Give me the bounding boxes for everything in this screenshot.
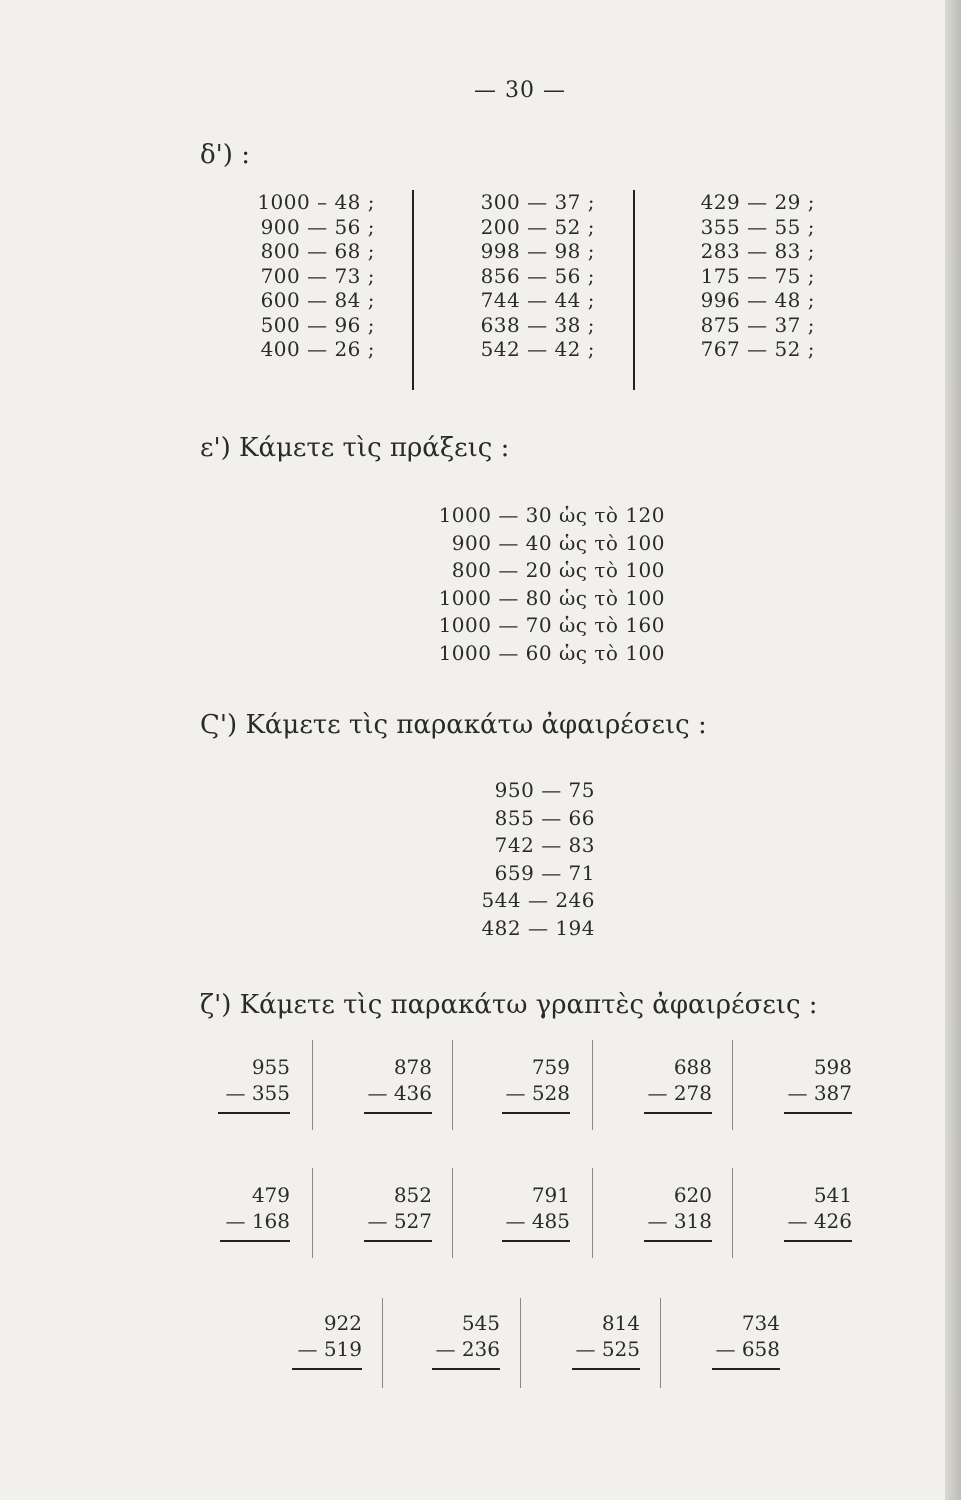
subtraction-problem (540, 1310, 640, 1370)
minuend: 688 (673, 1055, 712, 1079)
subtrahend: — 525 (575, 1337, 640, 1361)
section-e-heading: ε') Κάμετε τὶς πράξεις : (200, 433, 510, 463)
subtrahend: — 658 (715, 1337, 780, 1361)
subtraction-problem (752, 1182, 852, 1242)
answer-line (220, 1240, 290, 1242)
problem-divider (312, 1168, 313, 1258)
answer-line (784, 1240, 852, 1242)
exercise-item: 1000 – 48 ; (257, 190, 375, 214)
answer-line (292, 1368, 362, 1370)
exercise-item: 429 — 29 ; (700, 190, 815, 214)
exercise-item: 700 — 73 ; (260, 263, 375, 288)
minuend: 814 (601, 1311, 640, 1335)
problem-divider (592, 1168, 593, 1258)
minuend: 759 (531, 1055, 570, 1079)
exercise-item: 744 — 44 ; (480, 288, 595, 312)
answer-line (502, 1240, 570, 1242)
answer-line (432, 1368, 500, 1370)
subtraction-problem (190, 1182, 290, 1242)
exercise-item: 1000 — 30 ὡς τὸ 120 (438, 503, 665, 527)
subtrahend: — 485 (505, 1209, 570, 1233)
problem-divider (312, 1040, 313, 1130)
minuend: 955 (251, 1055, 290, 1079)
exercise-item: 600 — 84 ; (260, 288, 375, 312)
answer-line (364, 1240, 432, 1242)
section-st-list (430, 777, 595, 942)
section-d-heading: δ') : (200, 140, 250, 170)
subtraction-problem (612, 1054, 712, 1114)
section-e-list (360, 502, 665, 667)
minuend: 878 (393, 1055, 432, 1079)
exercise-item: 542 — 42 ; (480, 337, 595, 361)
subtrahend: — 278 (647, 1081, 712, 1105)
minuend: 922 (323, 1311, 362, 1335)
subtrahend: — 527 (367, 1209, 432, 1233)
subtrahend: — 236 (435, 1337, 500, 1361)
subtrahend: — 426 (787, 1209, 852, 1233)
exercise-item: 482 — 194 (481, 915, 595, 940)
problem-divider (520, 1298, 521, 1388)
exercise-item: 1000 — 80 ὡς τὸ 100 (438, 585, 665, 610)
answer-line (218, 1112, 290, 1114)
subtraction-problem (470, 1182, 570, 1242)
subtraction-problem (680, 1310, 780, 1370)
page-number: — 30 — (474, 78, 566, 103)
minuend: 620 (673, 1183, 712, 1207)
subtraction-problem (752, 1054, 852, 1114)
minuend: 791 (531, 1183, 570, 1207)
exercise-item: 283 — 83 ; (700, 239, 815, 263)
subtraction-problem (332, 1054, 432, 1114)
subtrahend: — 355 (225, 1081, 290, 1105)
answer-line (364, 1112, 432, 1114)
answer-line (644, 1240, 712, 1242)
section-d-column-2 (425, 190, 595, 362)
exercise-item: 1000 — 70 ὡς τὸ 160 (438, 613, 665, 637)
problem-divider (382, 1298, 383, 1388)
subtrahend: — 519 (297, 1337, 362, 1361)
minuend: 598 (813, 1055, 852, 1079)
problem-divider (732, 1040, 733, 1130)
subtrahend: — 168 (225, 1209, 290, 1233)
exercise-item: 767 — 52 ; (700, 337, 815, 361)
problem-divider (592, 1040, 593, 1130)
section-z-heading: ζ') Κάμετε τὶς παρακάτω γραπτὲς ἀφαιρέσεις : (200, 990, 818, 1020)
exercise-item: 875 — 37 ; (700, 312, 815, 337)
answer-line (784, 1112, 852, 1114)
column-divider (412, 190, 414, 390)
subtrahend: — 387 (787, 1081, 852, 1105)
exercise-item: 996 — 48 ; (700, 288, 815, 312)
exercise-item: 742 — 83 (494, 833, 595, 857)
exercise-item: 500 — 96 ; (260, 312, 375, 337)
exercise-item: 355 — 55 ; (700, 214, 815, 239)
answer-line (502, 1112, 570, 1114)
exercise-item: 638 — 38 ; (480, 312, 595, 337)
subtraction-problem (612, 1182, 712, 1242)
exercise-item: 659 — 71 (494, 860, 595, 885)
answer-line (712, 1368, 780, 1370)
subtrahend: — 436 (367, 1081, 432, 1105)
answer-line (572, 1368, 640, 1370)
exercise-item: 544 — 246 (481, 888, 595, 912)
minuend: 479 (251, 1183, 290, 1207)
exercise-item: 856 — 56 ; (480, 263, 595, 288)
section-st-heading: Ϛ') Κάμετε τὶς παρακάτω ἀφαιρέσεις : (200, 710, 707, 740)
section-d-column-1 (205, 190, 375, 362)
problem-divider (452, 1168, 453, 1258)
exercise-item: 900 — 40 ὡς τὸ 100 (451, 530, 665, 555)
answer-line (644, 1112, 712, 1114)
problem-divider (660, 1298, 661, 1388)
exercise-item: 1000 — 60 ὡς τὸ 100 (438, 640, 665, 665)
subtrahend: — 318 (647, 1209, 712, 1233)
subtraction-problem (400, 1310, 500, 1370)
exercise-item: 300 — 37 ; (480, 190, 595, 214)
subtraction-problem (470, 1054, 570, 1114)
page-edge-shadow (945, 0, 961, 1500)
subtrahend: — 528 (505, 1081, 570, 1105)
problem-divider (452, 1040, 453, 1130)
column-divider (633, 190, 635, 390)
subtraction-problem (332, 1182, 432, 1242)
exercise-item: 855 — 66 (494, 805, 595, 830)
exercise-item: 900 — 56 ; (260, 214, 375, 239)
minuend: 545 (461, 1311, 500, 1335)
exercise-item: 950 — 75 (494, 778, 595, 802)
exercise-item: 175 — 75 ; (700, 263, 815, 288)
minuend: 541 (813, 1183, 852, 1207)
exercise-item: 800 — 68 ; (260, 239, 375, 263)
subtraction-problem (262, 1310, 362, 1370)
exercise-item: 998 — 98 ; (480, 239, 595, 263)
exercise-item: 400 — 26 ; (260, 337, 375, 361)
problem-divider (732, 1168, 733, 1258)
section-d-column-3 (645, 190, 815, 362)
minuend: 734 (741, 1311, 780, 1335)
subtraction-problem (190, 1054, 290, 1114)
minuend: 852 (393, 1183, 432, 1207)
exercise-item: 800 — 20 ὡς τὸ 100 (451, 558, 665, 582)
exercise-item: 200 — 52 ; (480, 214, 595, 239)
